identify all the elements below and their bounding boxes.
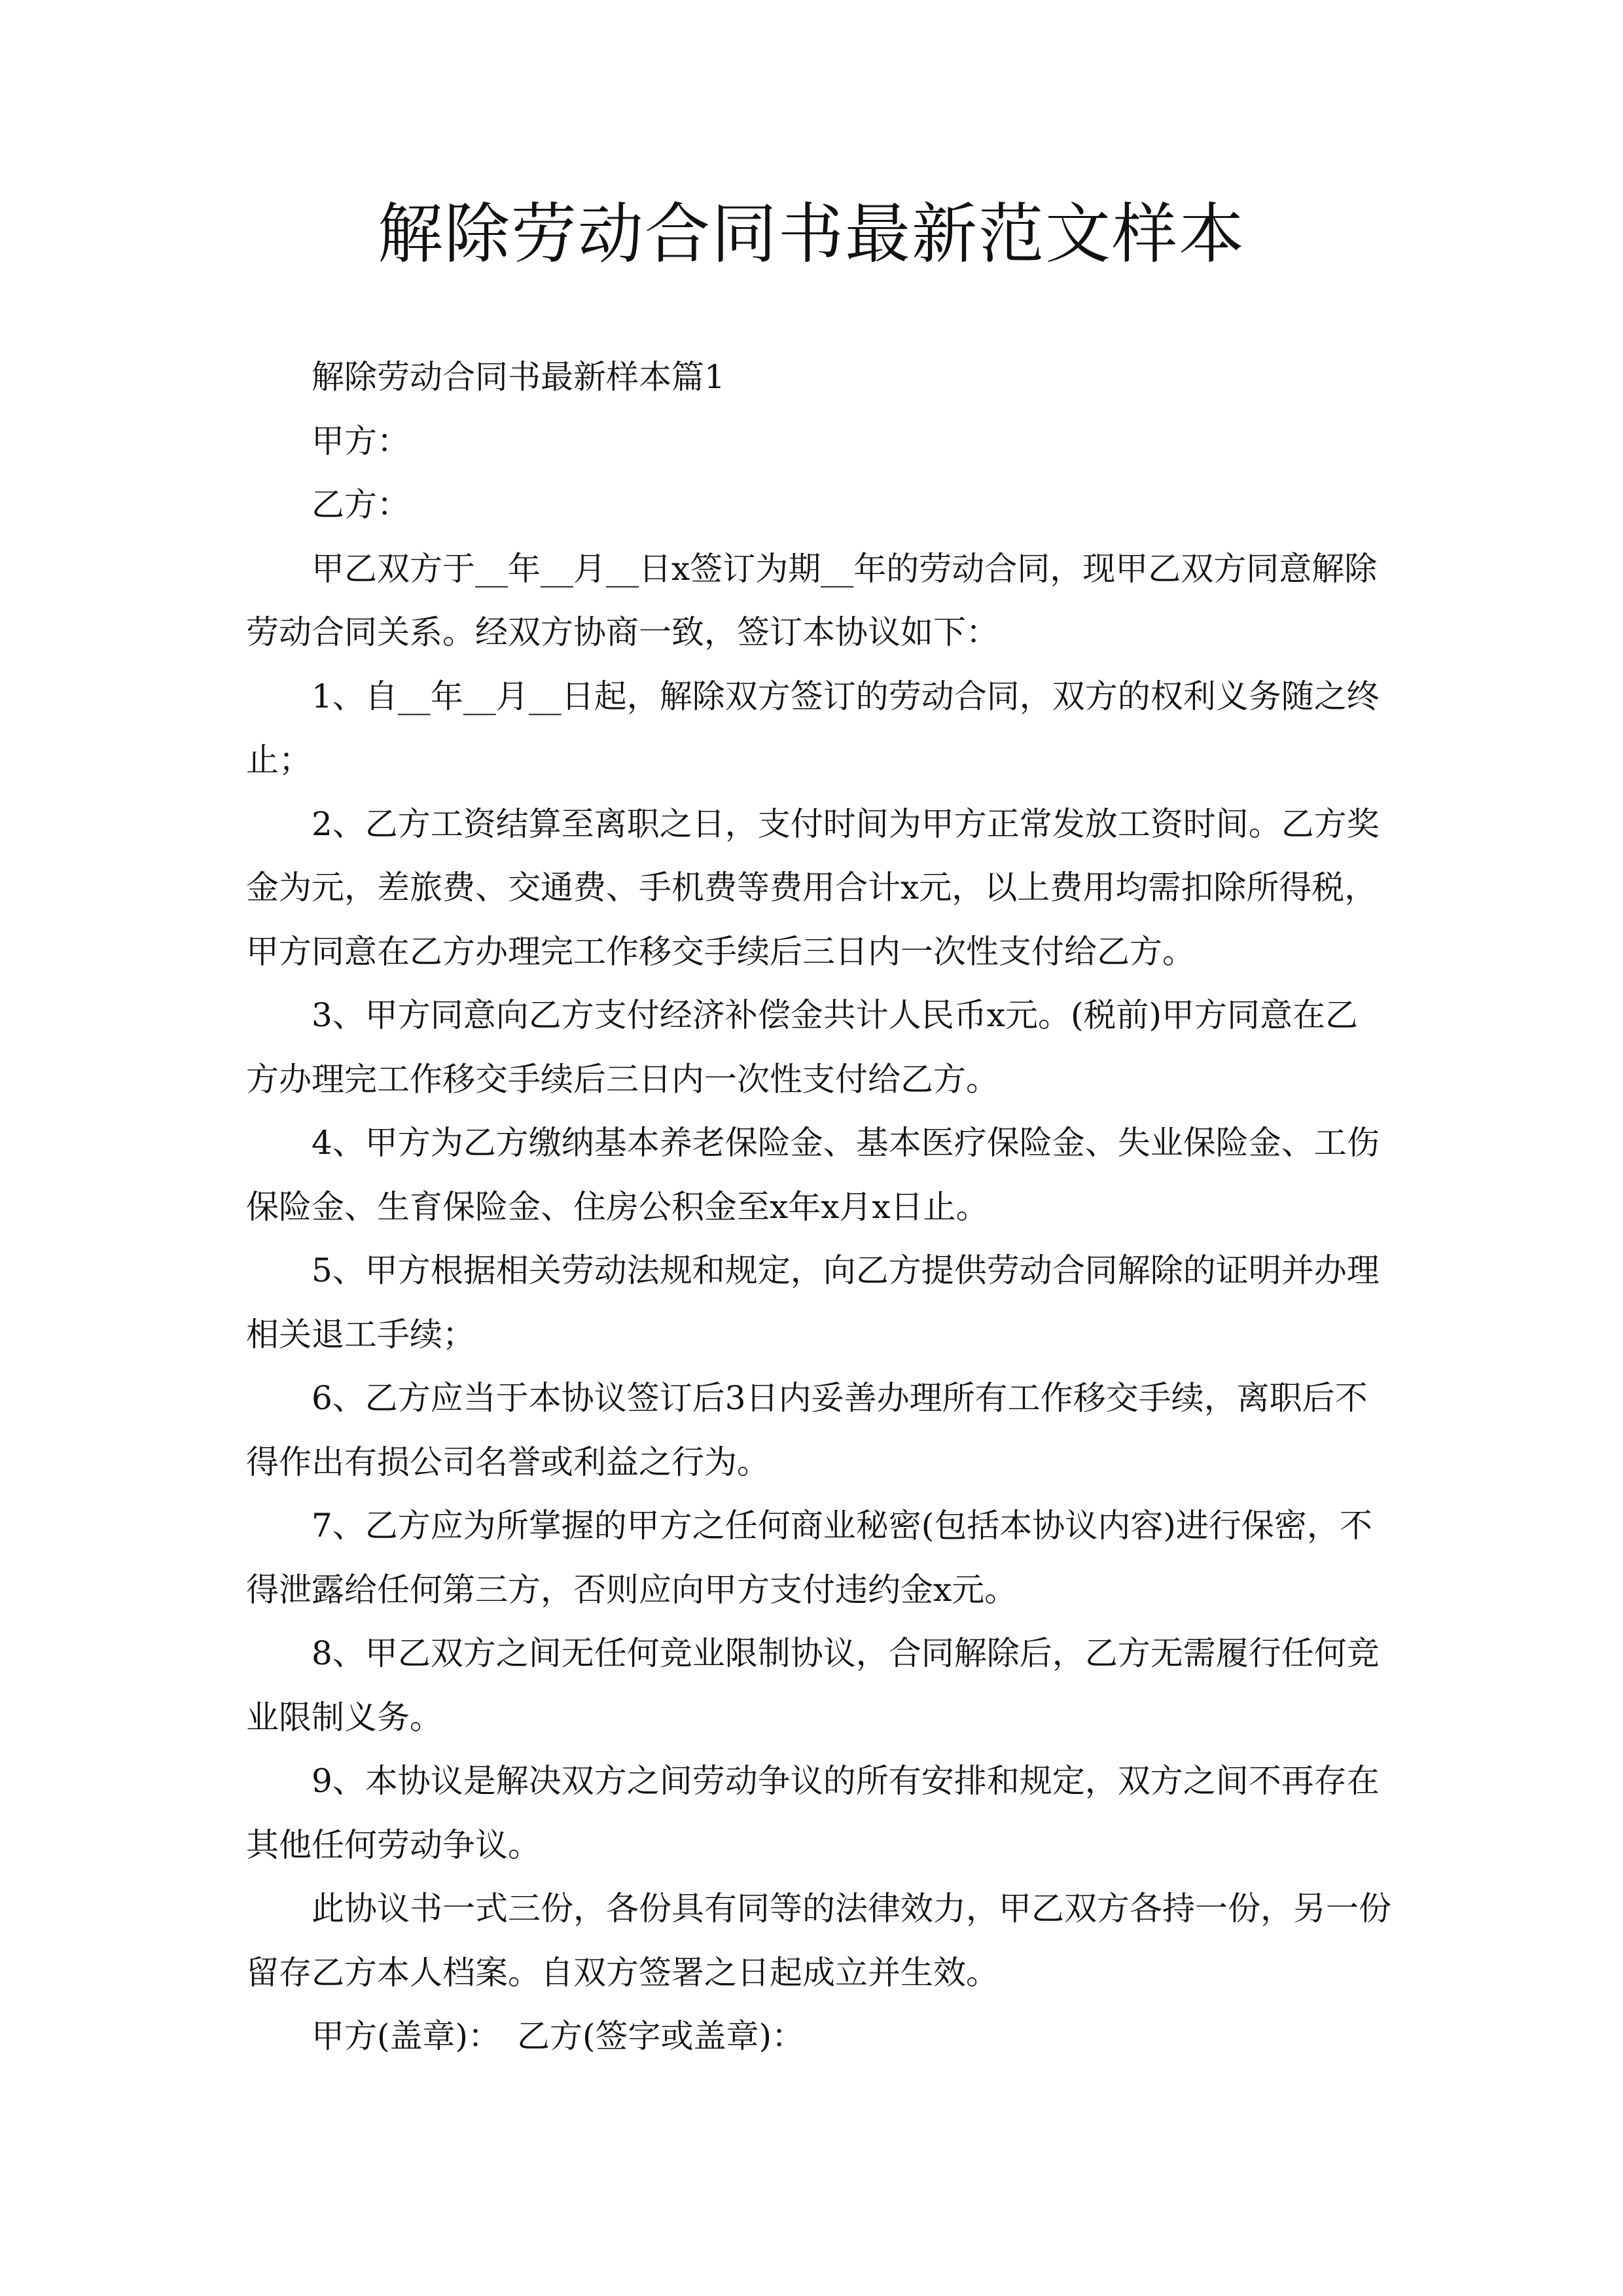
clause-8: 8、甲乙双方之间无任何竞业限制协议，合同解除后，乙方无需履行任何竞 (312, 1634, 1380, 1672)
clause-6: 6、乙方应当于本协议签订后3日内妥善办理所有工作移交手续，离职后不 (312, 1379, 1368, 1417)
party-b-label: 乙方： (312, 486, 410, 524)
paragraph-line: 劳动合同关系。经双方协商一致，签订本协议如下： (246, 613, 999, 651)
paragraph-line: 得泄露给任何第三方，否则应向甲方支付违约金x元。 (246, 1570, 1018, 1609)
signature-line: 甲方(盖章)： 乙方(签字或盖章)： (312, 2017, 805, 2055)
clause-1: 1、自__年__月__日起，解除双方签订的劳动合同，双方的权利义务随之终 (312, 677, 1380, 715)
clause-3: 3、甲方同意向乙方支付经济补偿金共计人民币x元。(税前)甲方同意在乙 (312, 996, 1359, 1034)
paragraph-line: 相关退工手续； (246, 1315, 475, 1354)
document-title: 解除劳动合同书最新范文样本 (378, 196, 1245, 272)
section-heading: 解除劳动合同书最新样本篇1 (312, 358, 725, 396)
paragraph-line: 保险金、生育保险金、住房公积金至x年x月x日止。 (246, 1187, 989, 1226)
clause-2: 2、乙方工资结算至离职之日，支付时间为甲方正常发放工资时间。乙方奖 (312, 804, 1380, 843)
paragraph-line: 甲方同意在乙方办理完工作移交手续后三日内一次性支付给乙方。 (246, 932, 1195, 971)
clause-5: 5、甲方根据相关劳动法规和规定，向乙方提供劳动合同解除的证明并办理 (312, 1251, 1380, 1289)
paragraph-line: 甲乙双方于__年__月__日x签订为期__年的劳动合同，现甲乙双方同意解除 (312, 549, 1378, 588)
paragraph-line: 其他任何劳动争议。 (246, 1825, 541, 1864)
document-body (246, 346, 1391, 2069)
clause-4: 4、甲方为乙方缴纳基本养老保险金、基本医疗保险金、失业保险金、工伤 (312, 1124, 1380, 1162)
paragraph-line: 方办理完工作移交手续后三日内一次性支付给乙方。 (246, 1060, 999, 1098)
party-a-label: 甲方： (312, 422, 410, 460)
clause-7: 7、乙方应为所掌握的甲方之任何商业秘密(包括本协议内容)进行保密，不 (312, 1507, 1372, 1545)
paragraph-line: 留存乙方本人档案。自双方签署之日起成立并生效。 (246, 1953, 999, 1992)
clause-9: 9、本协议是解决双方之间劳动争议的所有安排和规定，双方之间不再存在 (312, 1762, 1380, 1800)
paragraph-line: 止； (246, 741, 312, 779)
paragraph-line: 业限制义务。 (246, 1698, 442, 1736)
paragraph-line: 得作出有损公司名誉或利益之行为。 (246, 1443, 770, 1481)
paragraph-line: 金为元，差旅费、交通费、手机费等费用合计x元，以上费用均需扣除所得税， (246, 869, 1378, 906)
closing-paragraph: 此协议书一式三份，各份具有同等的法律效力，甲乙双方各持一份，另一份 (312, 1890, 1391, 1928)
